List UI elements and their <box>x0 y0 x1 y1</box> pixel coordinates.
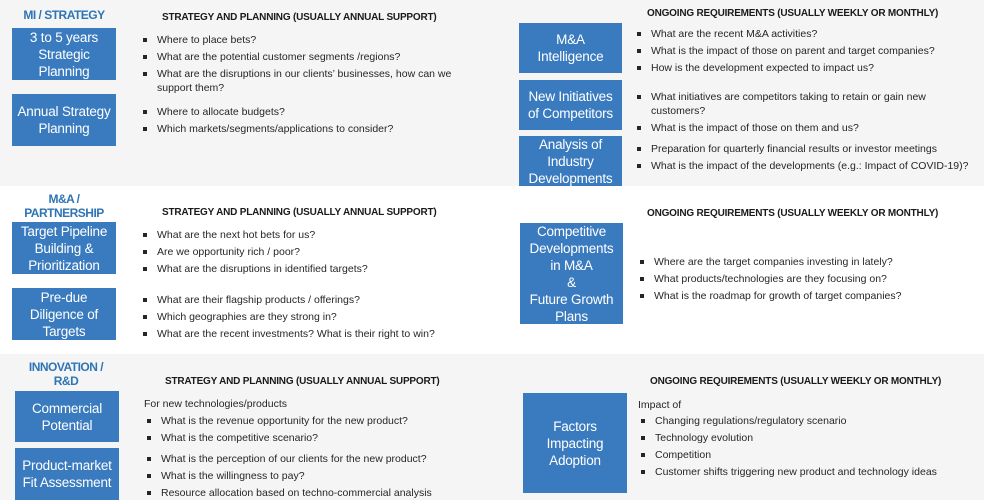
category-innovation-rd: INNOVATION / R&D <box>28 360 104 388</box>
bullets-factors-impacting-adoption <box>641 414 981 482</box>
bullet-item: What are their flagship products / offerings? <box>143 293 483 307</box>
bullet-item: Which markets/segments/applications to consider? <box>143 122 483 136</box>
intro-new-technologies: For new technologies/products <box>144 398 287 410</box>
bullet-item: Resource allocation based on techno-commercial analysis <box>147 486 487 500</box>
bullet-item: Changing regulations/regulatory scenario <box>641 414 981 428</box>
category-ma-partnership: M&A / PARTNERSHIP <box>24 192 104 220</box>
bullet-item: What initiatives are competitors taking to retain or gain new customers? <box>637 90 957 118</box>
box-pre-due-diligence: Pre-due Diligence of Targets <box>12 288 116 340</box>
bullet-item: What is the perception of our clients for the new product? <box>147 452 487 466</box>
box-ma-intelligence: M&A Intelligence <box>519 23 622 73</box>
box-new-initiatives: New Initiatives of Competitors <box>519 80 622 130</box>
box-product-market-fit: Product-market Fit Assessment <box>15 448 119 500</box>
bullets-new-initiatives <box>637 90 957 138</box>
bullet-item: Where to allocate budgets? <box>143 105 483 119</box>
bullet-item: What is the willingness to pay? <box>147 469 487 483</box>
bullet-item: What are the recent M&A activities? <box>637 27 982 41</box>
bullets-industry-developments <box>637 142 984 176</box>
box-strategic-planning: 3 to 5 years Strategic Planning <box>12 28 116 80</box>
bullet-item: What products/technologies are they focusing on? <box>640 272 960 286</box>
bullet-item: Preparation for quarterly financial results or investor meetings <box>637 142 984 156</box>
box-annual-strategy-planning: Annual Strategy Planning <box>12 94 116 146</box>
bullet-item: Are we opportunity rich / poor? <box>143 245 483 259</box>
bullets-target-pipeline <box>143 228 483 279</box>
box-commercial-potential: Commercial Potential <box>15 391 119 442</box>
bullets-commercial-potential <box>147 414 487 448</box>
bullet-item: What is the impact of the developments (e.g.: Impact of COVID-19)? <box>637 159 984 173</box>
bullet-item: Where to place bets? <box>143 33 483 47</box>
bullets-ma-intelligence <box>637 27 982 78</box>
bullet-item: What are the disruptions in our clients’ businesses, how can we support them? <box>143 67 483 95</box>
box-target-pipeline: Target Pipeline Building & Prioritization <box>12 222 116 274</box>
bullet-item: What are the recent investments? What is their right to win? <box>143 327 483 341</box>
strategy-planning-header: STRATEGY AND PLANNING (USUALLY ANNUAL SUPPORT) <box>162 12 437 23</box>
bullets-pre-due-diligence <box>143 293 483 344</box>
bullet-item: Which geographies are they strong in? <box>143 310 483 324</box>
box-competitive-developments: Competitive Developments in M&A & Future Growth Plans <box>520 223 623 324</box>
ongoing-requirements-header: ONGOING REQUIREMENTS (USUALLY WEEKLY OR MONTHLY) <box>650 376 942 387</box>
bullet-item: What is the impact of those on parent and target companies? <box>637 44 982 58</box>
strategy-planning-header: STRATEGY AND PLANNING (USUALLY ANNUAL SUPPORT) <box>165 376 440 387</box>
bullet-item: What is the impact of those on them and us? <box>637 121 957 135</box>
bullets-competitive-developments <box>640 255 960 306</box>
box-industry-developments: Analysis of Industry Developments <box>519 136 622 186</box>
bullet-item: Where are the target companies investing in lately? <box>640 255 960 269</box>
category-mi-strategy: MI / STRATEGY <box>23 8 105 22</box>
intro-impact-of: Impact of <box>638 399 682 411</box>
bullet-item: What are the next hot bets for us? <box>143 228 483 242</box>
bullet-item: What is the roadmap for growth of target companies? <box>640 289 960 303</box>
bullets-strategic-planning <box>143 33 483 98</box>
bullet-item: Technology evolution <box>641 431 981 445</box>
strategy-planning-header: STRATEGY AND PLANNING (USUALLY ANNUAL SUPPORT) <box>162 207 437 218</box>
bullets-product-market-fit <box>147 452 487 503</box>
bullet-item: Competition <box>641 448 981 462</box>
ongoing-requirements-header: ONGOING REQUIREMENTS (USUALLY WEEKLY OR MONTHLY) <box>647 8 939 19</box>
bullet-item: What is the competitive scenario? <box>147 431 487 445</box>
bullet-item: What are the potential customer segments /regions? <box>143 50 483 64</box>
ongoing-requirements-header: ONGOING REQUIREMENTS (USUALLY WEEKLY OR MONTHLY) <box>647 208 939 219</box>
bullet-item: Customer shifts triggering new product and technology ideas <box>641 465 981 479</box>
bullet-item: What is the revenue opportunity for the new product? <box>147 414 487 428</box>
bullet-item: What are the disruptions in identified targets? <box>143 262 483 276</box>
box-factors-impacting-adoption: Factors Impacting Adoption <box>523 393 627 493</box>
bullets-annual-strategy-planning <box>143 105 483 139</box>
bullet-item: How is the development expected to impact us? <box>637 61 982 75</box>
